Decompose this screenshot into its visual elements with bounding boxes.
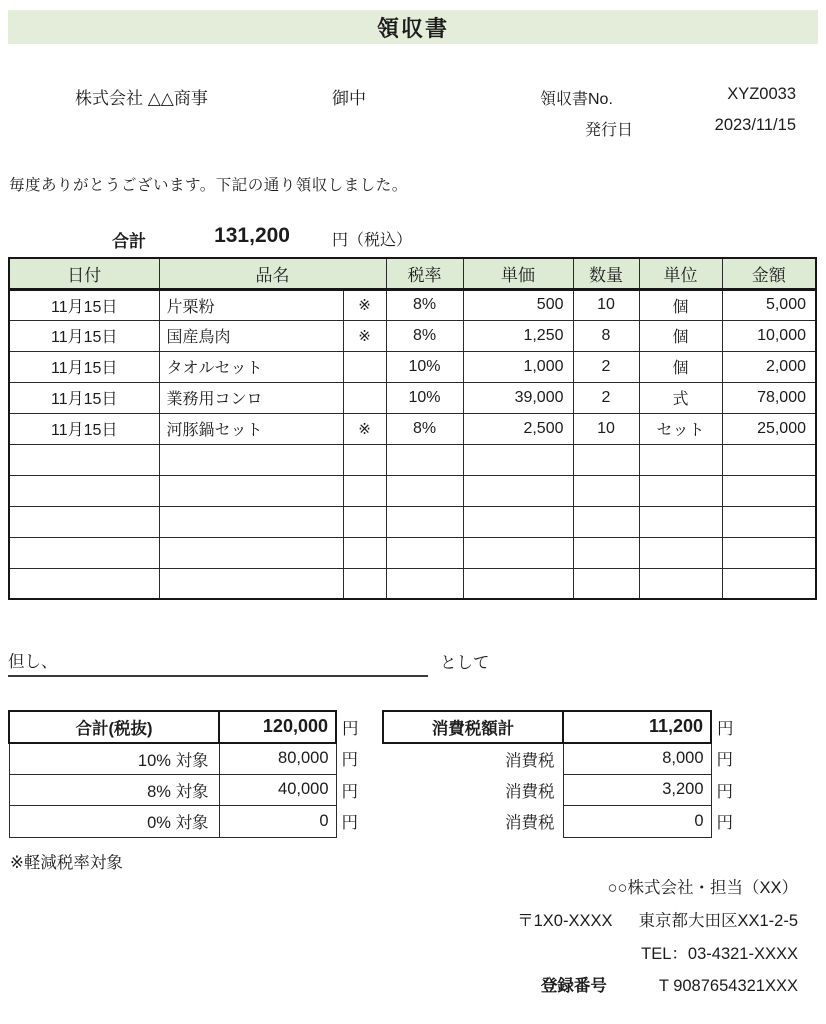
empty-cell — [9, 568, 159, 599]
subtotal-10pct-value: 80,000 — [219, 743, 336, 775]
tax-row-2 — [383, 774, 741, 806]
item-name: 業務用コンロ — [159, 382, 343, 413]
col-header-rate: 税率 — [386, 258, 463, 289]
tax-total-label: 消費税額計 — [383, 711, 563, 743]
empty-cell — [573, 568, 639, 599]
empty-row — [9, 506, 816, 537]
reduced-tax-note: ※軽減税率対象 — [10, 854, 123, 872]
currency-unit: 円 — [341, 782, 358, 801]
tax-total-value: 11,200 — [563, 711, 711, 743]
empty-cell — [386, 475, 463, 506]
empty-cell — [463, 537, 573, 568]
empty-row — [9, 537, 816, 568]
item-amount: 25,000 — [722, 413, 816, 444]
page-title: 領収書 — [376, 15, 449, 41]
empty-cell — [159, 537, 343, 568]
item-unit-price: 1,250 — [463, 320, 573, 351]
item-date: 11月15日 — [9, 382, 159, 413]
item-qty: 2 — [573, 382, 639, 413]
items-header-row — [9, 258, 816, 289]
item-qty: 8 — [573, 320, 639, 351]
subtotal-10pct-label: 10% 対象 — [9, 743, 219, 775]
issuer-zip: 〒1X0-XXXX — [517, 912, 613, 930]
registration-label: 登録番号 — [540, 977, 607, 995]
empty-cell — [343, 506, 386, 537]
table-row — [9, 289, 816, 320]
receipt-no-label: 領収書No. — [540, 91, 613, 108]
empty-cell — [573, 537, 639, 568]
empty-cell — [343, 537, 386, 568]
item-name: 国産鳥肉 — [159, 320, 343, 351]
issuer-address: 東京都大田区XX1-2-5 — [638, 912, 798, 930]
empty-cell — [159, 568, 343, 599]
table-row — [9, 382, 816, 413]
subtotal-8pct-value: 40,000 — [219, 774, 336, 806]
empty-cell — [343, 475, 386, 506]
empty-cell — [722, 475, 816, 506]
subtotal-0pct-row — [9, 806, 366, 838]
empty-cell — [159, 506, 343, 537]
item-tax-rate: 8% — [386, 320, 463, 351]
item-qty: 2 — [573, 351, 639, 382]
items-table — [8, 257, 817, 600]
item-tax-rate: 10% — [386, 351, 463, 382]
item-name: 河豚鍋セット — [159, 413, 343, 444]
empty-cell — [9, 506, 159, 537]
item-unit-price: 1,000 — [463, 351, 573, 382]
item-reduced-mark: ※ — [343, 413, 386, 444]
col-header-date: 日付 — [9, 258, 159, 289]
issuer-registration-line — [541, 972, 798, 996]
empty-cell — [343, 444, 386, 475]
issue-date-label: 発行日 — [585, 122, 634, 139]
tax-value: 8,000 — [563, 743, 711, 775]
col-header-unit: 単位 — [639, 258, 722, 289]
empty-cell — [573, 444, 639, 475]
item-date: 11月15日 — [9, 289, 159, 320]
empty-cell — [722, 506, 816, 537]
tax-row-1 — [383, 743, 741, 775]
tax-value: 3,200 — [563, 774, 711, 806]
empty-cell — [159, 444, 343, 475]
currency-unit: 円 — [717, 719, 734, 738]
empty-cell — [9, 444, 159, 475]
item-reduced-mark: ※ — [343, 320, 386, 351]
item-unit-price: 39,000 — [463, 382, 573, 413]
empty-cell — [159, 475, 343, 506]
empty-row — [9, 568, 816, 599]
empty-cell — [463, 568, 573, 599]
issuer-address-line — [517, 907, 798, 931]
empty-cell — [639, 475, 722, 506]
item-tax-rate: 8% — [386, 413, 463, 444]
item-amount: 5,000 — [722, 289, 816, 320]
total-label: 合計 — [112, 232, 146, 251]
table-row — [9, 413, 816, 444]
issuer-company: ○○株式会社・担当（XX） — [607, 879, 798, 897]
item-amount: 10,000 — [722, 320, 816, 351]
tax-value: 0 — [563, 806, 711, 838]
total-amount: 131,200 — [214, 224, 290, 247]
item-name: タオルセット — [159, 351, 343, 382]
receipt-title-banner — [8, 10, 818, 44]
empty-cell — [463, 506, 573, 537]
empty-cell — [386, 444, 463, 475]
tax-table — [382, 710, 741, 838]
subtotal-8pct-label: 8% 対象 — [9, 774, 219, 806]
item-date: 11月15日 — [9, 351, 159, 382]
subtotal-10pct-row — [9, 743, 366, 775]
empty-cell — [463, 444, 573, 475]
empty-cell — [722, 537, 816, 568]
empty-cell — [639, 568, 722, 599]
item-name: 片栗粉 — [159, 289, 343, 320]
empty-cell — [463, 475, 573, 506]
item-unit: 個 — [639, 351, 722, 382]
subtotal-0pct-value: 0 — [219, 806, 336, 838]
proviso-prefix: 但し、 — [8, 648, 428, 677]
col-header-unit-price: 単価 — [463, 258, 573, 289]
item-date: 11月15日 — [9, 413, 159, 444]
empty-row — [9, 444, 816, 475]
item-unit: セット — [639, 413, 722, 444]
empty-cell — [386, 568, 463, 599]
greeting-text: 毎度ありがとうございます。下記の通り領収しました。 — [9, 177, 408, 194]
item-tax-rate: 10% — [386, 382, 463, 413]
empty-cell — [386, 506, 463, 537]
currency-unit: 円 — [716, 782, 733, 801]
registration-number: T 9087654321XXX — [658, 977, 798, 995]
item-date: 11月15日 — [9, 320, 159, 351]
subtotal-8pct-row — [9, 774, 366, 806]
subtotal-0pct-label: 0% 対象 — [9, 806, 219, 838]
col-header-amount: 金額 — [722, 258, 816, 289]
empty-row — [9, 475, 816, 506]
recipient-company: 株式会社 △△商事 — [75, 89, 208, 108]
currency-unit: 円 — [716, 751, 733, 770]
col-header-item: 品名 — [159, 258, 386, 289]
tax-label: 消費税 — [505, 814, 555, 833]
issuer-tel: TEL：03-4321-XXXX — [641, 945, 798, 963]
empty-cell — [639, 537, 722, 568]
col-header-qty: 数量 — [573, 258, 639, 289]
proviso-line — [8, 648, 490, 677]
tax-label: 消費税 — [505, 751, 555, 770]
currency-unit: 円 — [341, 751, 358, 770]
tax-label: 消費税 — [505, 782, 555, 801]
item-tax-rate: 8% — [386, 289, 463, 320]
item-unit-price: 2,500 — [463, 413, 573, 444]
currency-unit: 円 — [342, 719, 359, 738]
subtotal-total-value: 120,000 — [219, 711, 336, 743]
table-row — [9, 351, 816, 382]
item-reduced-mark — [343, 351, 386, 382]
empty-cell — [573, 475, 639, 506]
issue-date-value: 2023/11/15 — [714, 116, 796, 134]
empty-cell — [722, 568, 816, 599]
item-unit-price: 500 — [463, 289, 573, 320]
empty-cell — [573, 506, 639, 537]
item-reduced-mark — [343, 382, 386, 413]
item-reduced-mark: ※ — [343, 289, 386, 320]
item-qty: 10 — [573, 289, 639, 320]
receipt-no-value: XYZ0033 — [727, 85, 796, 103]
item-unit: 個 — [639, 289, 722, 320]
table-row — [9, 320, 816, 351]
currency-unit: 円 — [341, 814, 358, 833]
item-unit: 式 — [639, 382, 722, 413]
item-amount: 2,000 — [722, 351, 816, 382]
total-unit: 円（税込） — [332, 232, 413, 249]
subtotal-table — [8, 710, 367, 838]
recipient-honorific: 御中 — [332, 89, 366, 108]
empty-cell — [722, 444, 816, 475]
empty-cell — [9, 537, 159, 568]
tax-row-3 — [383, 806, 741, 838]
empty-cell — [386, 537, 463, 568]
proviso-suffix: として — [440, 654, 490, 672]
item-amount: 78,000 — [722, 382, 816, 413]
subtotal-total-row — [9, 711, 366, 743]
currency-unit: 円 — [716, 814, 733, 833]
item-qty: 10 — [573, 413, 639, 444]
item-unit: 個 — [639, 320, 722, 351]
empty-cell — [9, 475, 159, 506]
empty-cell — [639, 506, 722, 537]
subtotal-total-label: 合計(税抜) — [9, 711, 219, 743]
tax-total-row — [383, 711, 741, 743]
empty-cell — [639, 444, 722, 475]
empty-cell — [343, 568, 386, 599]
